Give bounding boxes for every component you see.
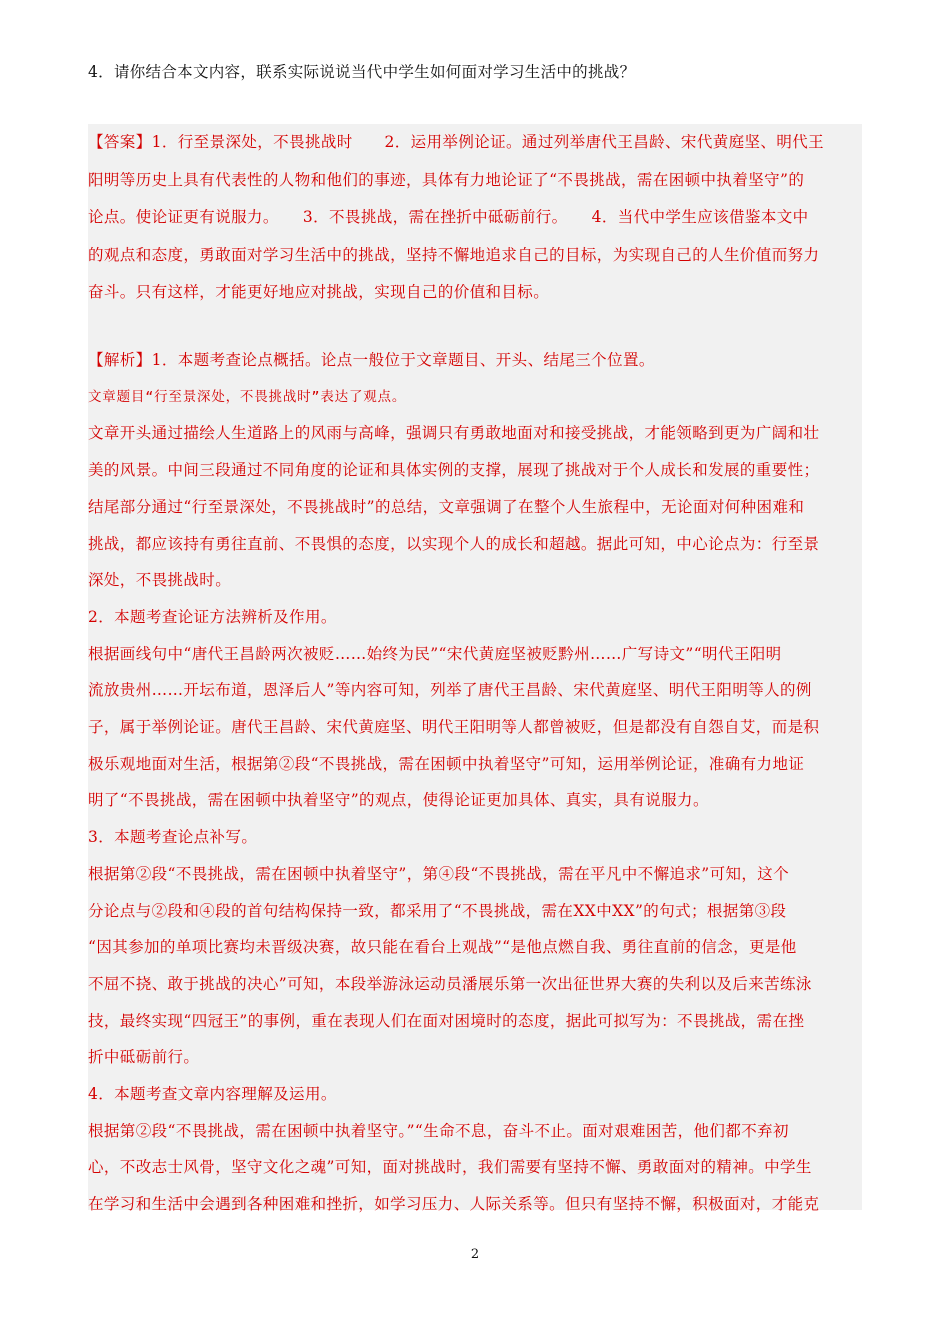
analysis-line: 极乐观地面对生活，根据第②段“不畏挑战，需在困顿中执着坚守”可知，运用举例论证，准确有力地证 [88, 754, 805, 773]
answer-line: 奋斗。只有这样，才能更好地应对挑战，实现自己的价值和目标。 [88, 283, 550, 301]
analysis-line: 结尾部分通过“行至景深处，不畏挑战时”的总结，文章强调了在整个人生旅程中，无论面对何种困难和 [88, 497, 805, 516]
analysis-line: 文章题目“行至景深处，不畏挑战时”表达了观点。 [88, 388, 407, 405]
analysis-line: 流放贵州……开坛布道，恩泽后人”等内容可知，列举了唐代王昌龄、宋代黄庭坚、明代王阳明等人的例 [88, 681, 812, 700]
answer-line: 论点。使论证更有说服力。 3．不畏挑战，需在挫折中砥砺前行。 4．当代中学生应该借鉴本文中 [88, 208, 809, 226]
analysis-line: 技，最终实现“四冠王”的事例，重在表现人们在面对困境时的态度，据此可拟写为：不畏挑战，需在挫 [88, 1011, 805, 1030]
analysis-line: 根据第②段“不畏挑战，需在困顿中执着坚守”，第④段“不畏挑战，需在平凡中不懈追求”可知，这个 [88, 864, 790, 883]
answer-tag: 【答案】 [88, 133, 152, 151]
page-number: 2 [470, 1247, 480, 1262]
analysis-line: 子，属于举例论证。唐代王昌龄、宋代黄庭坚、明代王阳明等人都曾被贬，但是都没有自怨自艾，而是积 [88, 718, 820, 737]
analysis-line: 不屈不挠、敢于挑战的决心”可知，本段举游泳运动员潘展乐第一次出征世界大赛的失利以及后来苦练泳 [88, 974, 812, 993]
analysis-text: 1．本题考查论点概括。论点一般位于文章题目、开头、结尾三个位置。 [151, 351, 655, 369]
analysis-line: “因其参加的单项比赛均未晋级决赛，故只能在看台上观战”“是他点燃自我、勇往直前的信念，更是他 [88, 938, 797, 957]
analysis-line [88, 342, 862, 379]
analysis-line: 4．本题考查文章内容理解及运用。 [88, 1085, 337, 1104]
question-text: 4．请你结合本文内容，联系实际说说当代中学生如何面对学习生活中的挑战？ [88, 63, 636, 81]
answer-section [88, 124, 862, 312]
analysis-line: 折中砥砺前行。 [88, 1048, 200, 1067]
analysis-line: 分论点与②段和④段的首句结构保持一致，都采用了“不畏挑战，需在XX中XX”的句式；根据第③段 [88, 901, 787, 920]
analysis-section [88, 342, 862, 1223]
analysis-line: 根据画线句中“唐代王昌龄两次被贬……始终为民”“宋代黄庭坚被贬黔州……广写诗文”“明代王阳明 [88, 644, 782, 663]
analysis-line: 根据第②段“不畏挑战，需在困顿中执着坚守。”“生命不息，奋斗不止。面对艰难困苦，他们都不弃初 [88, 1121, 789, 1140]
analysis-line: 2．本题考查论证方法辨析及作用。 [88, 607, 337, 626]
analysis-line: 3．本题考查论点补写。 [88, 828, 258, 847]
answer-text: 1．行至景深处，不畏挑战时 2．运用举例论证。通过列举唐代王昌龄、宋代黄庭坚、明代王 [151, 133, 825, 151]
analysis-line: 深处，不畏挑战时。 [88, 571, 232, 590]
analysis-line: 文章开头通过描绘人生道路上的风雨与高峰，强调只有勇敢地面对和接受挑战，才能领略到更为广阔和壮 [88, 424, 820, 443]
analysis-line: 在学习和生活中会遇到各种困难和挫折，如学习压力、人际关系等。但只有坚持不懈，积极面对，才能克 [88, 1195, 820, 1214]
answer-line: 阳明等历史上具有代表性的人物和他们的事迹，具体有力地论证了“不畏挑战，需在困顿中执着坚守”的 [88, 170, 805, 189]
analysis-line: 挑战，都应该持有勇往直前、不畏惧的态度，以实现个人的成长和超越。据此可知，中心论点为：行至景 [88, 534, 820, 553]
analysis-line: 美的风景。中间三段通过不同角度的论证和具体实例的支撑，展现了挑战对于个人成长和发展的重要性； [88, 461, 820, 480]
analysis-line: 明了“不畏挑战，需在困顿中执着坚守”的观点，使得论证更加具体、真实，具有说服力。 [88, 791, 709, 810]
analysis-tag: 【解析】 [88, 351, 152, 369]
answer-line: 的观点和态度，勇敢面对学习生活中的挑战，坚持不懈地追求自己的目标，为实现自己的人生价值而努力 [88, 245, 820, 264]
answer-line [88, 124, 862, 162]
analysis-line: 心，不改志士风骨，坚守文化之魂”可知，面对挑战时，我们需要有坚持不懈、勇敢面对的精神。中学生 [88, 1158, 812, 1177]
